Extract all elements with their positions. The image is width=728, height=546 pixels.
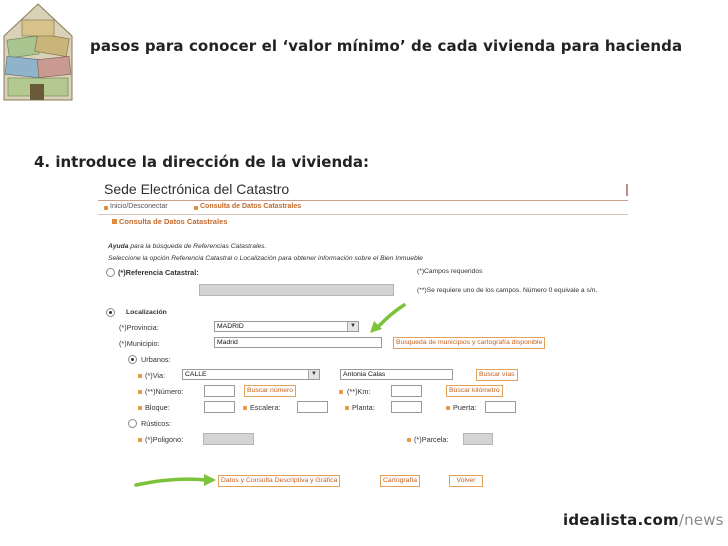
nav-home-link[interactable]: Inicio/Desconectar <box>110 203 168 210</box>
municipio-input[interactable]: Madrid <box>214 337 382 348</box>
help-link[interactable]: Ayuda <box>108 243 129 250</box>
buscar-km-button[interactable]: Buscar kilómetro <box>446 385 503 397</box>
bloque-label: Bloque: <box>145 403 170 412</box>
nav-bullet-icon <box>194 206 198 210</box>
field-bullet-icon <box>138 374 142 378</box>
section-bullet-icon <box>112 219 117 224</box>
volver-button[interactable]: Volver <box>449 475 483 487</box>
step-heading: 4. introduce la dirección de la vivienda: <box>34 153 369 171</box>
radio-localizacion[interactable] <box>106 308 115 317</box>
radio-urbanos[interactable] <box>128 355 137 364</box>
radio-referencia[interactable] <box>106 268 115 277</box>
escalera-input[interactable] <box>297 401 328 413</box>
help-line <box>108 243 266 250</box>
busqueda-municipios-button[interactable]: Busqueda de municipios y cartografía disponible <box>393 337 545 349</box>
provincia-select[interactable] <box>214 321 359 332</box>
nav-current-link[interactable]: Consulta de Datos Catastrales <box>200 203 302 210</box>
required-note: (*)Campos requeridos <box>417 268 483 275</box>
brand-main: idealista.com <box>563 511 679 529</box>
green-arrow-icon <box>134 471 218 491</box>
poligono-input[interactable] <box>203 433 254 445</box>
field-bullet-icon <box>446 406 450 410</box>
chevron-down-icon[interactable]: ▼ <box>347 322 358 331</box>
puerta-input[interactable] <box>485 401 516 413</box>
radio-rusticos[interactable] <box>128 419 137 428</box>
brand-suffix: /news <box>678 511 724 529</box>
via-label: (*)Via: <box>145 371 166 380</box>
window-edge <box>626 184 628 196</box>
chevron-down-icon[interactable]: ▼ <box>308 370 319 379</box>
slide-title: pasos para conocer el ‘valor mínimo’ de cada vivienda para hacienda <box>90 37 683 55</box>
municipio-label: (*)Municipio: <box>119 339 160 348</box>
planta-label: Planta: <box>352 403 375 412</box>
numero-label: (**)Número: <box>145 387 184 396</box>
provincia-value: MADRID <box>217 323 244 330</box>
urbanos-label: Urbanos: <box>141 355 171 364</box>
section-title: Consulta de Datos Catastrales <box>119 217 228 226</box>
planta-input[interactable] <box>391 401 422 413</box>
parcela-input[interactable] <box>463 433 493 445</box>
via-name-input[interactable]: Antonia Calas <box>340 369 453 380</box>
km-input[interactable] <box>391 385 422 397</box>
via-type-value: CALLE <box>185 371 207 378</box>
referencia-input[interactable] <box>199 284 394 296</box>
field-bullet-icon <box>339 390 343 394</box>
field-bullet-icon <box>138 406 142 410</box>
field-bullet-icon <box>138 390 142 394</box>
nav-divider-bottom <box>98 214 628 215</box>
poligono-label: (*)Poligono: <box>145 435 184 444</box>
money-house-icon <box>0 0 76 104</box>
km-label: (**)Km: <box>347 387 371 396</box>
bloque-input[interactable] <box>204 401 235 413</box>
instruction-text <box>108 255 423 262</box>
puerta-label: Puerta: <box>453 403 477 412</box>
provincia-label: (*)Provincia: <box>119 323 159 332</box>
referencia-label: (*)Referencia Catastral: <box>118 268 199 277</box>
localizacion-label: Localización <box>126 309 167 316</box>
buscar-numero-button[interactable]: Buscar número <box>244 385 296 397</box>
datos-consulta-button[interactable]: Datos y Consulta Descriptiva y Gráfica <box>218 475 340 487</box>
numero-input[interactable] <box>204 385 235 397</box>
field-bullet-icon <box>345 406 349 410</box>
field-bullet-icon <box>243 406 247 410</box>
site-title: Sede Electrónica del Catastro <box>104 181 290 197</box>
buscar-vias-button[interactable]: Buscar vías <box>476 369 518 381</box>
parcela-label: (*)Parcela: <box>414 435 449 444</box>
cartografia-button[interactable]: Cartografía <box>380 475 420 487</box>
field-bullet-icon <box>407 438 411 442</box>
green-arrow-icon <box>368 302 408 336</box>
instruction-italic: Seleccione la opción Referencia Catastral o Localización para obtener información sobre el Bien Inmueble <box>108 255 423 262</box>
either-note: (**)Se requiere uno de los campos. Número 0 equivale a s/n. <box>417 287 598 294</box>
nav-bullet-icon <box>104 206 108 210</box>
rusticos-label: Rústicos: <box>141 419 172 428</box>
via-type-select[interactable] <box>182 369 320 380</box>
nav-divider-top <box>98 200 628 201</box>
help-text: para la búsqueda de Referencias Catastrales. <box>130 243 267 250</box>
brand-logo <box>563 511 724 529</box>
escalera-label: Escalera: <box>250 403 281 412</box>
field-bullet-icon <box>138 438 142 442</box>
